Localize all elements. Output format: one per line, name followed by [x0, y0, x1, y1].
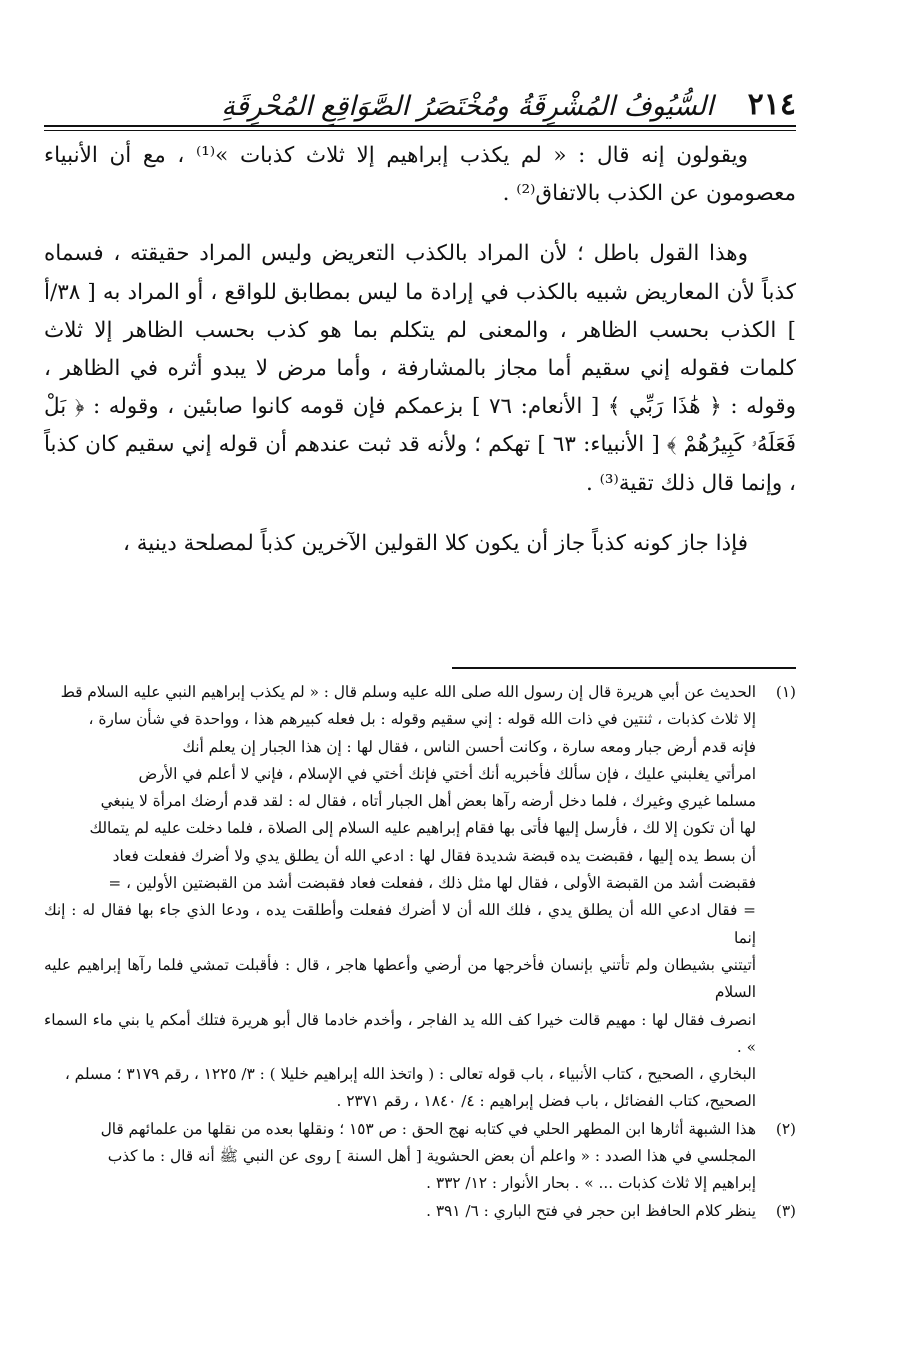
page-number: ٢١٤	[747, 87, 796, 122]
footnote-line: = فقال ادعي الله أن يطلق يدي ، فلك الله أن لا أضرك ففعلت وأطلقت يده ، ودعا الذي جاء بها فقال له : إنك إنما	[44, 901, 756, 947]
footnote-line: أن بسط يده إليها ، فقبضت يده قبضة شديدة فقال لها : ادعي الله أن يطلق يدي ولا أضرك ففعلت فعاد	[112, 846, 756, 865]
footnote-separator	[452, 667, 796, 669]
page-header	[44, 84, 796, 124]
footnotes	[44, 679, 796, 1225]
paragraph: وهذا القول باطل ؛ لأن المراد بالكذب التعريض وليس المراد حقيقته ، فسماه كذباً لأن المعاريض شبيه بالكذب في إرادة ما ليس بمطابق للواقع ، أو المراد به [ ٣٨/أ ] الكذب بحسب الظاهر ، والمعنى لم يتكلم بما هو كذب بحسب الظاهر إلا ثلاث كلمات فقوله إني سقيم أما مجاز بالمشارفة ، وأما مرض لا يبدو أثره في الظاهر ، وقوله : ﴿ هَٰذَا رَبِّي ﴾ [ الأنعام: ٧٦ ] بزعمكم فإن قومه كانوا صابئين ، وقوله : ﴿ بَلْ فَعَلَهُۥ كَبِيرُهُمْ ﴾ [ الأنبياء: ٦٣ ] تهكم ؛ ولأنه قد ثبت عندهم أن قوله إني سقيم كان كذباً ، وإنما قال ذلك تقية⁽³⁾ .	[44, 241, 796, 496]
footnote-text	[44, 679, 756, 1116]
footnote-line: مسلما غيري وغيرك ، فلما دخل أرضه رآها بعض أهل الجبار أتاه ، فقال له : لقد قدم أرضك امرأة لا ينبغي	[100, 792, 756, 811]
footnote-line: فإنه قدم أرض جبار ومعه سارة ، وكانت أحسن الناس ، فقال لها : إن هذا الجبار إن يعلم أنك	[182, 737, 756, 756]
footnote-line: أتيتني بشيطان ولم تأتني بإنسان فأخرجها من أرضي وأعطها هاجر ، قال : فأقبلت تمشي فلما رآها إبراهيم عليه السلام	[44, 955, 756, 1002]
paragraph: فإذا جاز كونه كذباً جاز أن يكون كلا القولين الآخرين كذباً لمصلحة دينية ،	[122, 530, 748, 556]
paragraph: ويقولون إنه قال : « لم يكذب إبراهيم إلا ثلاث كذبات »⁽¹⁾ ، مع أن الأنبياء معصومون عن الكذب بالاتفاق⁽²⁾ .	[44, 143, 796, 207]
footnote-line: الحديث عن أبي هريرة قال إن رسول الله صلى الله عليه وسلم قال : « لم يكذب إبراهيم النبي عليه السلام قط	[60, 683, 756, 701]
footnote-line: لها أن تكون إلا لك ، فأرسل إليها فأتى بها فقام إبراهيم عليه السلام إلى الصلاة ، فلما دخلت عليه لم يتمالك	[89, 819, 756, 838]
footnote-text	[44, 1198, 756, 1225]
footnote-line: انصرف فقال لها : مهيم قالت خيرا كف الله يد الفاجر ، وأخدم خادما قال أبو هريرة فتلك أمكم يا بني ماء السماء » .	[44, 1010, 756, 1056]
footnote-line: امرأتي يغلبني عليك ، فإن سألك فأخبريه أنك أختي فإنك أختي في الإسلام ، فإني لا أعلم في الأرض	[138, 764, 756, 783]
footnote-1	[44, 679, 796, 1116]
footnote-3	[44, 1198, 796, 1225]
footnote-number: (٢)	[775, 1119, 796, 1138]
footnote-line: هذا الشبهة أثارها ابن المطهر الحلي في كتابه نهج الحق : ص ١٥٣ ؛ ونقلها بعده من نقلها من علمائهم قال	[100, 1119, 756, 1138]
footnote-number: (١)	[775, 683, 796, 701]
footnote-text	[44, 1116, 756, 1198]
footnote-2	[44, 1116, 796, 1198]
header-rule	[44, 125, 796, 131]
main-text	[44, 137, 796, 563]
footnote-line: إبراهيم إلا ثلاث كذبات ... » . بحار الأنوار : ١٢/ ٣٣٢ .	[426, 1174, 756, 1193]
running-title: السُّيُوفُ المُشْرِقَةُ ومُخْتَصَرُ الصَّوَاقِعِ المُحْرِقَةِ	[221, 91, 714, 122]
footnote-line: فقبضت أشد من القبضة الأولى ، فقال لها مثل ذلك ، ففعلت فعاد فقبضت أشد من القبضتين الأولين ، =	[108, 874, 756, 893]
footnote-line: المجلسي في هذا الصدد : « واعلم أن بعض الحشوية [ أهل السنة ] روى عن النبي ﷺ أنه قال : ما كذب	[107, 1147, 756, 1166]
footnote-number: (٣)	[775, 1201, 796, 1220]
footnote-line: إلا ثلاث كذبات ، ثنتين في ذات الله قوله : إني سقيم وقوله : بل فعله كبيرهم هذا ، وواحدة في شأن سارة ،	[88, 710, 756, 729]
footnote-line: ينظر كلام الحافظ ابن حجر في فتح الباري : ٦/ ٣٩١ .	[426, 1201, 756, 1220]
footnote-line: البخاري ، الصحيح ، كتاب الأنبياء ، باب قوله تعالى : ( واتخذ الله إبراهيم خليلا ) : ٣/ ١٢٢٥ ، رقم ٣١٧٩ ؛ مسلم ،	[64, 1065, 756, 1084]
footnote-line: الصحيح، كتاب الفضائل ، باب فضل إبراهيم : ٤/ ١٨٤٠ ، رقم ٢٣٧١ .	[336, 1092, 756, 1111]
